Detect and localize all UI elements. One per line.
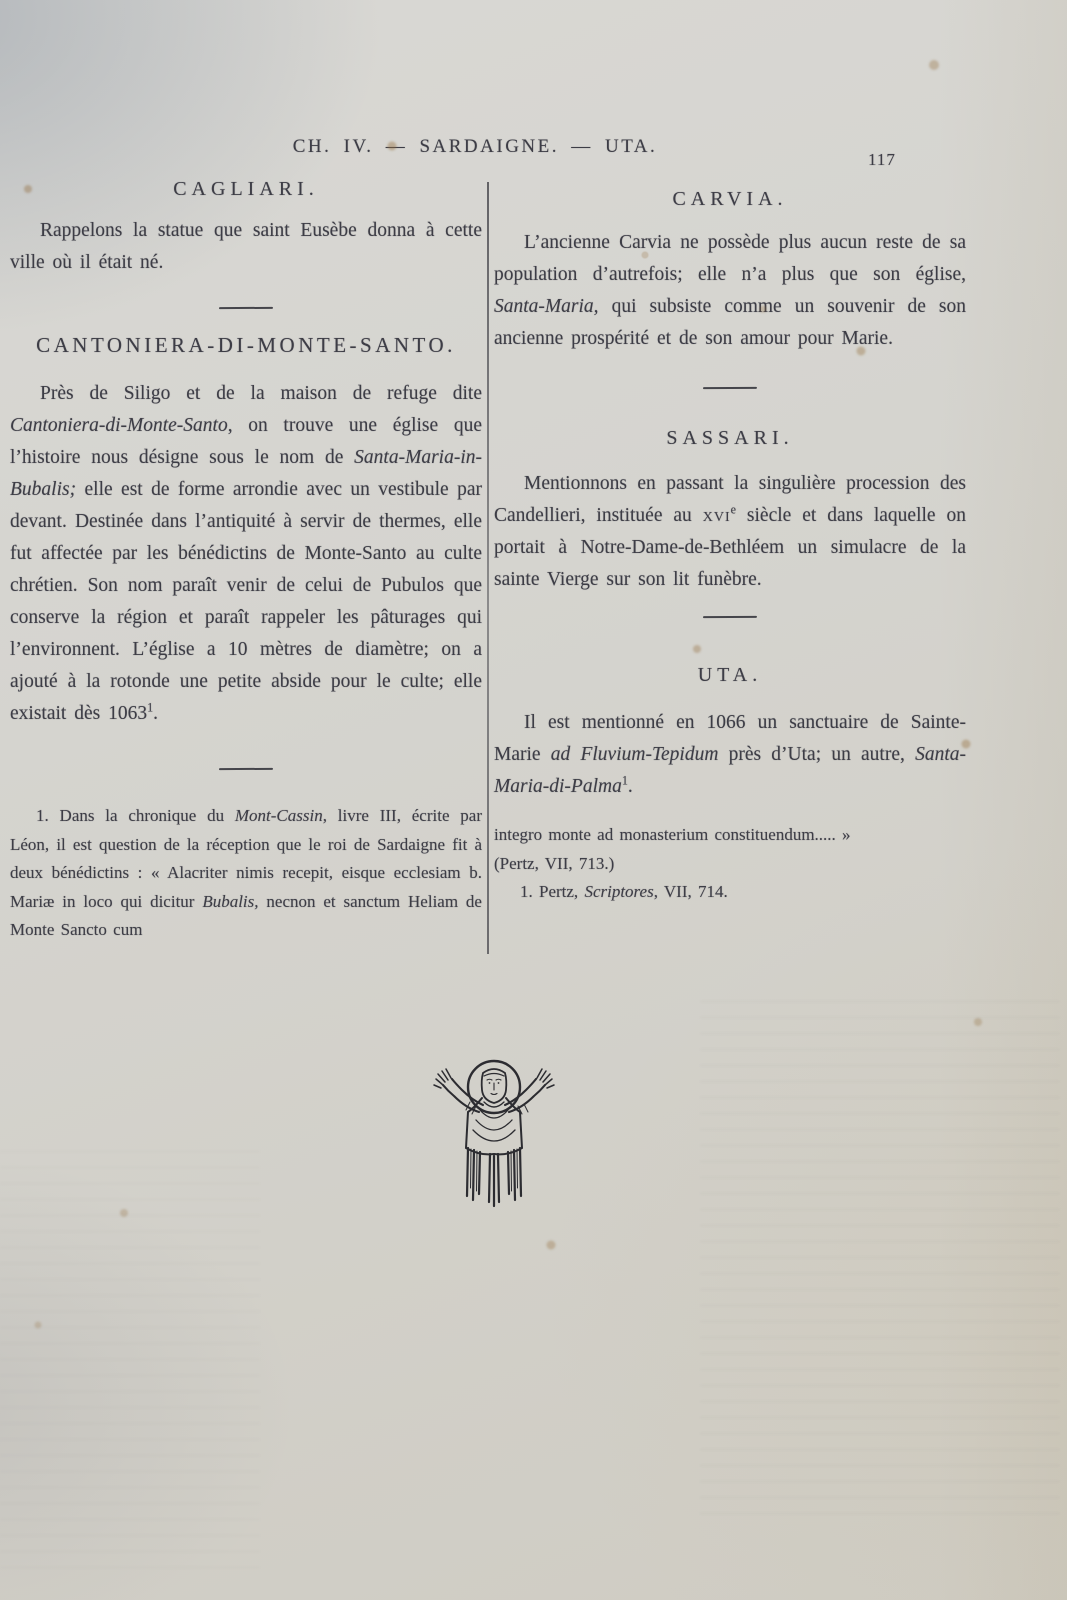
section-title-sassari: SASSARI. [666,427,794,450]
footnote-right [494,878,966,907]
paragraph-cantoniera [10,378,482,730]
paragraph-carvia [494,227,966,355]
smallcaps-roman-numeral: xvi [702,505,731,527]
page-number: 117 [868,150,896,169]
text-run: , livre III, écrite par Léon, il est question de la réception que le roi de Sardaigne fit à deux bénédictins : « Alacriter nimis recepit, eisque ecclesiam b. Mariæ in loco qui dicitur [10,806,482,911]
section-divider [219,307,273,310]
text-run: . [153,703,158,725]
column-rule [487,182,489,954]
virgin-orans-engraving [426,1050,561,1210]
section-title-uta: UTA. [697,664,763,687]
paragraph-uta [494,707,966,803]
text-run: près d’Uta; un autre, [718,744,916,766]
text-run: necnon et sanctum Heliam de Monte Sancto cum [10,891,482,940]
text-run: Rappelons la statue que saint Eusèbe donna à cette ville où il était né. [10,220,482,273]
text-run: L’ancienne Carvia ne possède plus aucun reste de sa population d’autrefois; elle n’a plus que son église, [494,232,966,285]
text-run: Près de Siligo et de la maison de refuge dite [40,383,482,405]
text-run: . [627,776,633,798]
section-title-cantoniera: CANTONIERA-DI-MONTE-SANTO. [36,333,456,358]
section-divider [703,616,757,619]
italic-title: Scriptores [584,882,654,902]
section-title-cagliari: CAGLIARI. [173,178,319,200]
italic-place-name: Cantoniera-di-Monte-Santo [10,415,228,437]
text-run: Mentionnons en passant la singulière procession des Candellieri, instituée au [494,473,966,527]
italic-place-name: Bubalis, [202,891,259,911]
foxing-spots [0,0,6,6]
footnote-runover [494,821,966,850]
section-title-carvia: CARVIA. [672,188,788,210]
italic-place-name: Santa-Maria-di-Palma [494,744,966,798]
text-run: , on trouve une église que l’histoire nous désigne sous le nom de [10,415,482,469]
paragraph-sassari [494,468,966,596]
text-run: elle est de forme arrondie avec un vestibule par devant. Destinée dans l’antiquité à servir de thermes, elle fut affectée par les bénédictins de Monte-Santo au culte chrétien. Son nom paraît venir de celui de Pubulos que conserve la région et paraît rappeler les pâturages qui l’environnent. L’église a 10 mètres de diamètre; on a ajouté à la rotonde une petite abside pour le culte; elle existait dès 1063 [10,479,482,725]
left-column [10,172,482,945]
right-column [494,182,966,907]
text-run: 1. Dans la chronique du [36,806,235,826]
page-showthrough-texture [700,1000,1060,1520]
footnote-marker: 1 [147,700,154,715]
italic-place-name: ad Fluvium-Tepidum [550,744,719,766]
footnote-left [10,802,482,945]
text-run: integro monte ad monasterium constituendum..... » [494,825,851,845]
italic-place-name: Santa-Maria, [494,296,599,317]
ordinal-superscript: e [730,502,736,517]
running-header: CH. IV. — SARDAIGNE. — UTA. [292,136,658,157]
section-divider [703,387,757,390]
italic-title: Mont-Cassin [234,806,323,826]
text-run: (Pertz, VII, 713.) [494,853,615,873]
section-divider [219,768,273,771]
paragraph-cagliari [10,215,482,279]
footnote-marker: 1 [621,773,628,788]
text-run: 1. Pertz, [520,882,585,902]
italic-place-name: Santa-Maria-in-Bubalis; [10,447,482,501]
text-run: , VII, 714. [653,882,728,902]
footnote-pertz-ref [494,850,966,879]
text-run: qui subsiste comme un souvenir de son ancienne prospérité et de son amour pour Marie. [494,296,966,349]
text-run: Il est mentionné en 1066 un sanctuaire de Sainte-Marie [494,712,966,766]
text-run: siècle et dans laquelle on portait à Notre-Dame-de-Bethléem un simulacre de la sainte Vierge sur son lit funèbre. [494,505,966,591]
page-showthrough-texture [0,1150,260,1570]
